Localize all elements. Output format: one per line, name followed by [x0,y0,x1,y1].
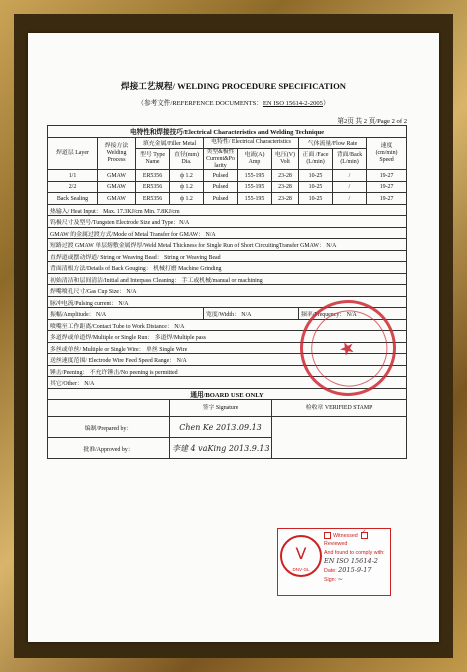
stamp-sign-row [324,575,390,584]
cell-volt: 23-28 [272,170,299,182]
cell-type: ER5356 [136,170,170,182]
reviewed-checkbox [361,532,368,539]
cell-type: ER5356 [136,193,170,205]
header-amp: 电流(A) Amp [238,149,272,170]
stamp-checkboxes [324,532,390,549]
approved-signature: 李建 4 vaKing 2013.9.13 [170,438,272,459]
cell-process: GMAW [98,193,136,205]
cell-dia: ф 1.2 [170,193,204,205]
dnv-gl-logo-icon [280,535,322,577]
page-number: 第2页 共 2 页/Page 2 of 2 [337,118,407,125]
header-dia: 直径(mm) Dia. [170,149,204,170]
info-cleaning: 初始清洁和层间清洁/Initial and Interpass Cleaning： 手工或机械/manual or machining [48,273,407,285]
verified-stamp-header: 检收章 VERIFIED STAMP [272,400,407,417]
logo-text: DNV·GL [292,567,310,572]
cell-face: 10-25 [299,193,333,205]
cell-volt: 23-28 [272,181,299,193]
cell-polarity: Pulsed [204,170,238,182]
stamp-standard: EN ISO 15614-2 [324,557,378,566]
cell-polarity: Pulsed [204,181,238,193]
info-wire: 多丝或单丝/ Multiple or Single Wire： 单丝 Single Wire [48,342,407,354]
cell-layer: 1/1 [48,170,98,182]
cell-face: 10-25 [299,170,333,182]
info-frequency: 频率/Frequency： N/A [299,308,407,320]
info-gas-cup: 焊嘴喷孔尺寸/Gas Cup Size： N/A [48,285,407,297]
stamp-date-row [324,566,390,575]
info-metal-transfer: GMAW 的金属过渡方式/Mode of Metal Transfer for GMAW： N/A [48,227,407,239]
cell-process: GMAW [98,181,136,193]
stamp-text [324,532,390,584]
cell-dia: ф 1.2 [170,181,204,193]
cell-speed: 19-27 [367,170,407,182]
cell-speed: 19-27 [367,181,407,193]
cell-layer: 2/2 [48,181,98,193]
cell-back: / [333,193,367,205]
header-layer: 焊道层 Layer [48,137,98,170]
info-back-gouging: 背面清根方法/Details of Back Gouging： 机械打磨 Machine Grinding [48,262,407,274]
verified-stamp-cell [272,417,407,459]
reference-line [28,97,439,107]
table-row [48,193,407,205]
info-bead: 直焊道或摆动焊道/ String or Weaving Bead： String or Weaving Bead [48,250,407,262]
cell-amp: 155-195 [238,170,272,182]
section-title: 电特性和焊接技巧/Electrical Characteristics and Welding Technique [48,126,407,138]
signature-header: 签字 Signature [170,400,272,417]
welding-table [47,125,407,459]
reference-prefix: （参考文件/REFERFENCE DOCUMENTS： [137,100,263,107]
header-speed: 速度 (cm/min) Speed [367,137,407,170]
info-heat-input: 热输入/ Heat Input： Max. 17.3KJ/cm Min. 7.8KJ/cm [48,204,407,216]
header-back: 背面/Back (L/min) [333,149,367,170]
stamp-signature-mark: ~ [337,575,344,584]
date-value: 2015-9-17 [338,565,372,574]
info-weld-thickness: 短路过渡 GMAW 单层熔敷金属焊厚/Weld Metal Thickness for Single Run of Short CircuitingTransfer GMAW： N/A [48,239,407,251]
info-contact-tube: 喷嘴至工作距离/Contact Tube to Work Distance： N/A [48,319,407,331]
board-use-only: 通用/BOARD USE ONLY [48,388,407,400]
cell-amp: 155-195 [238,193,272,205]
date-label: Date: [324,567,337,574]
header-process: 焊接方法 Welding Process [98,137,136,170]
cell-layer: Back Sealing [48,193,98,205]
header-type-name: 型号 Type Name [136,149,170,170]
cell-process: GMAW [98,170,136,182]
prepared-signature: Chen Ke 2013.09.13 [170,417,272,438]
header-volt: 电压(V) Volt [272,149,299,170]
found-line: And found to comply with: [324,549,385,556]
info-amplitude: 振幅/Amplitude： N/A [48,308,204,320]
reviewed-label: Reviewed [324,541,348,548]
cell-dia: ф 1.2 [170,170,204,182]
approved-label: 批准/Approved by： [48,438,170,459]
info-width: 宽度/Width： N/A [204,308,299,320]
cell-type: ER5356 [136,181,170,193]
info-feed-speed: 送丝速度范围/ Electrode Wire Feed Speed Range： N/A [48,354,407,366]
info-pulsing: 脉冲电流/Pulsing current： N/A [48,296,407,308]
header-polarity: 类型&极性 Current&Po larity [204,149,238,170]
logo-v-mark: V [295,544,307,563]
witnessed-label: Witnessed [333,533,358,539]
cell-speed: 19-27 [367,193,407,205]
table-row [48,170,407,182]
info-peening: 锤击/Peening： 不允许锤击/No peening is permitted [48,365,407,377]
info-other: 其它/Other： N/A [48,377,407,389]
cell-face: 10-25 [299,181,333,193]
reference-value: EN ISO 15614-2-2005 [262,100,323,107]
info-run: 多道焊或单道焊/Multiple or Single Run： 多道焊/Multiple pass [48,331,407,343]
header-filler-metal: 填充金属/Filler Metal [136,137,204,149]
header-face: 正面 /Face (L/min) [299,149,333,170]
table-row [48,181,407,193]
document-title: 焊接工艺规程/ WELDING PROCEDURE SPECIFICATION [121,81,346,91]
verification-stamp [277,528,391,596]
cell-back: / [333,181,367,193]
info-tungsten: 钨极尺寸及型号/Tungsten Electrode Size and Type：N/A [48,216,407,228]
reference-suffix: ） [322,100,330,107]
header-gas-flow: 气体流量/Flow Rate [299,137,367,149]
cell-volt: 23-28 [272,193,299,205]
cell-back: / [333,170,367,182]
header-electrical: 电特性/ Electrical Characteristics [204,137,299,149]
cell-amp: 155-195 [238,181,272,193]
sign-label: Sign: [324,577,337,584]
cell-polarity: Pulsed [204,193,238,205]
witnessed-checkbox [324,532,331,539]
seal-star-icon: ★ [335,335,359,361]
prepared-label: 编制/Prepared by： [48,417,170,438]
